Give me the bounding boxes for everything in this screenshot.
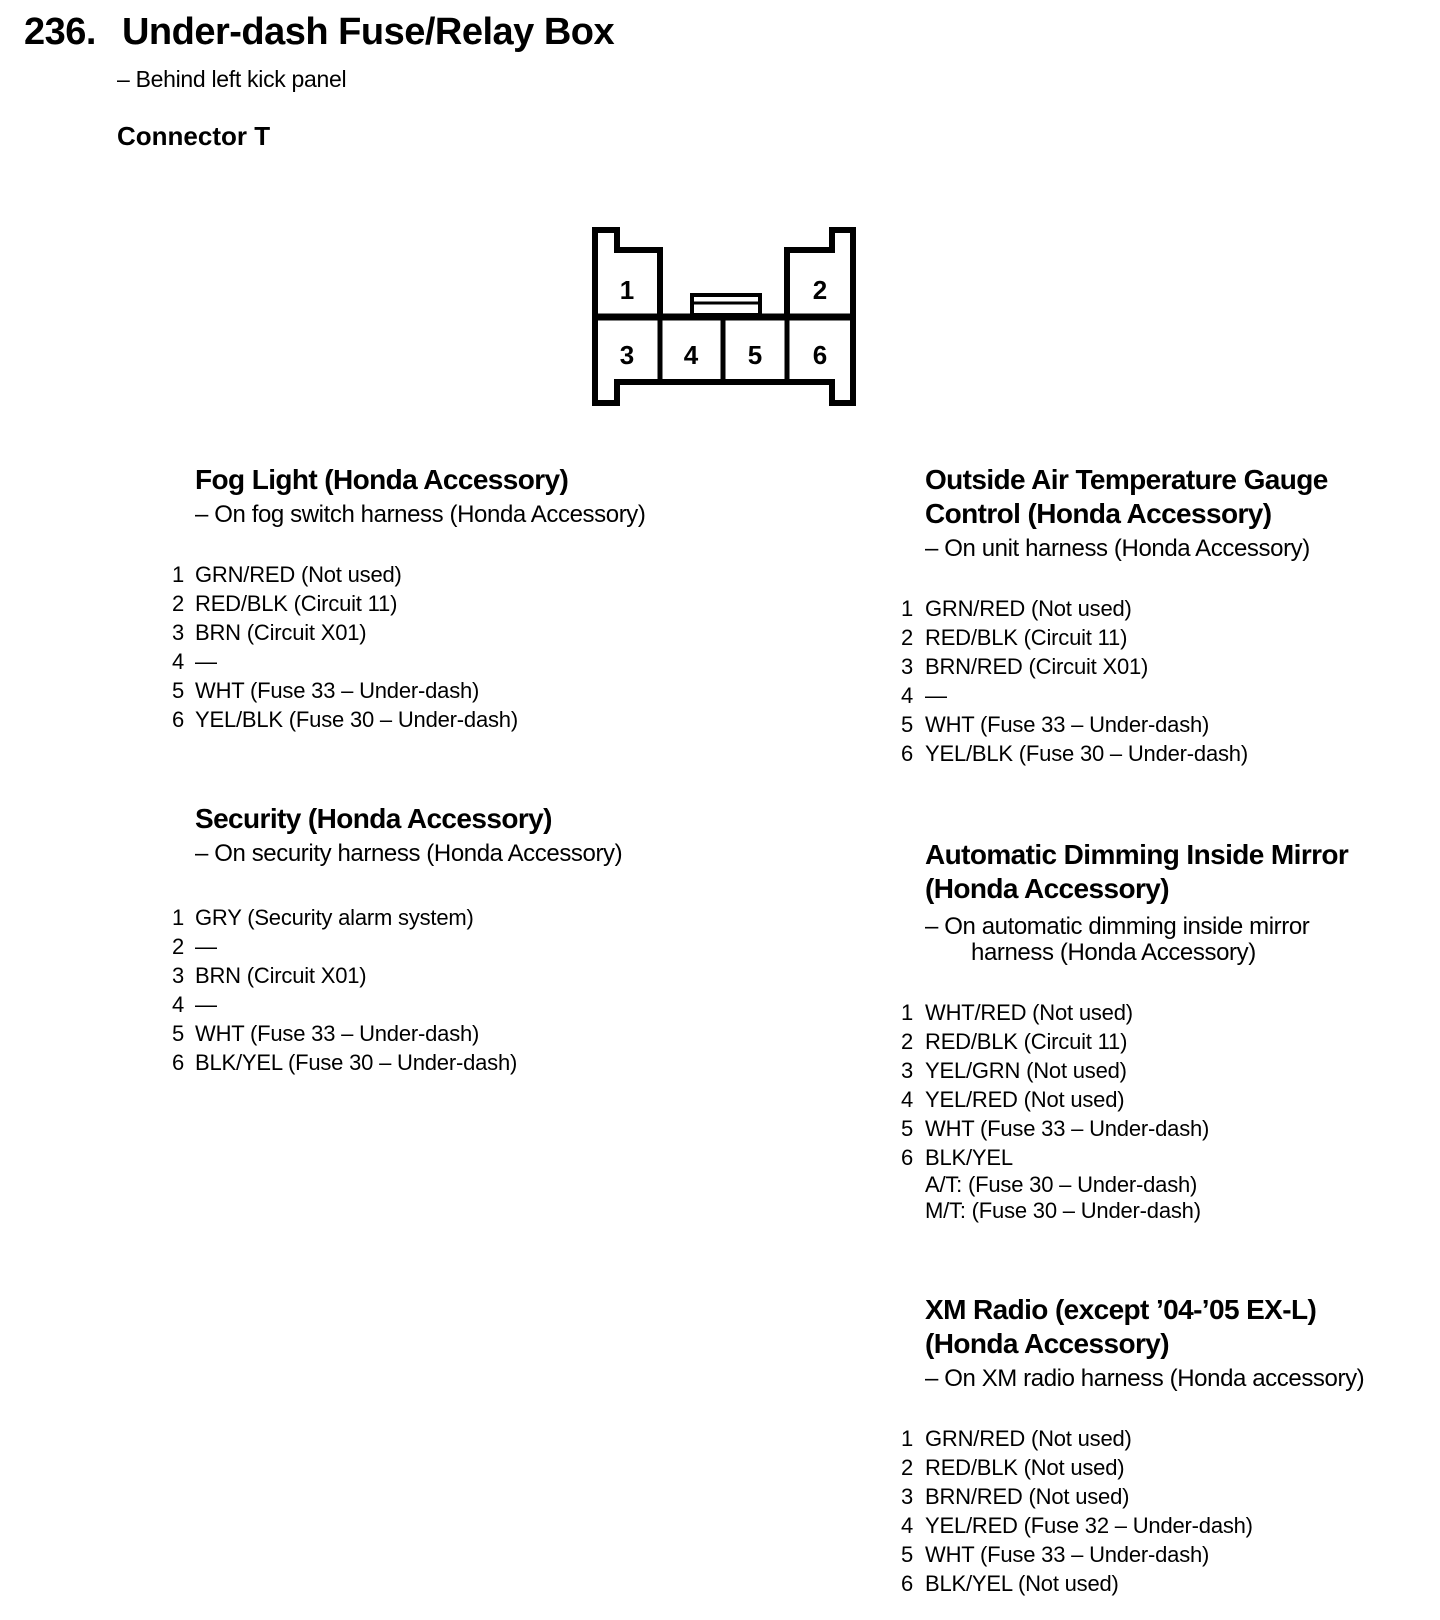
pin-description: BRN (Circuit X01) (195, 963, 367, 988)
pin-row (172, 676, 692, 705)
connector-pin-2: 2 (812, 275, 828, 305)
section-fog-light (172, 463, 692, 734)
pin-number: 3 (172, 620, 185, 645)
pin-number: 5 (901, 1116, 914, 1141)
pin-list (901, 1424, 1421, 1598)
pin-description: WHT (Fuse 33 – Under-dash) (195, 678, 480, 703)
pin-description: BLK/YEL (925, 1145, 1013, 1170)
pin-row (172, 932, 692, 961)
pin-description: BRN/RED (Not used) (925, 1484, 1130, 1509)
pin-row (172, 618, 692, 647)
pin-description: RED/BLK (Not used) (925, 1455, 1125, 1480)
section-note: – On automatic dimming inside mirror (925, 913, 1310, 940)
pin-number: 3 (172, 963, 185, 988)
section-note: – On unit harness (Honda Accessory) (925, 535, 1310, 562)
pin-description: — (195, 649, 217, 674)
pin-description: — (925, 683, 947, 708)
connector-pin-1: 1 (619, 275, 635, 305)
pin-number: 6 (172, 707, 185, 732)
section-title: Outside Air Temperature Gauge (925, 464, 1328, 495)
pin-row (172, 903, 692, 932)
pin-number: 2 (901, 1455, 914, 1480)
pin-description: WHT (Fuse 33 – Under-dash) (195, 1021, 480, 1046)
pin-description: RED/BLK (Circuit 11) (925, 625, 1128, 650)
pin-number: 5 (172, 1021, 185, 1046)
page-number: 236. (24, 11, 96, 53)
pin-row (901, 1511, 1421, 1540)
pin-row (901, 1424, 1421, 1453)
pin-description: RED/BLK (Circuit 11) (195, 591, 398, 616)
pin-row (901, 1143, 1421, 1172)
pin-row (901, 1569, 1421, 1598)
pin-number: 6 (901, 741, 914, 766)
pin-sub-line: M/T: (Fuse 30 – Under-dash) (925, 1198, 1201, 1223)
pin-description: WHT/RED (Not used) (925, 1000, 1133, 1025)
pin-row (172, 705, 692, 734)
pin-number: 5 (901, 712, 914, 737)
pin-row (901, 1114, 1421, 1143)
pin-row (172, 1048, 692, 1077)
pin-row (901, 623, 1421, 652)
pin-number: 2 (172, 591, 185, 616)
connector-pin-3: 3 (619, 340, 635, 370)
section-title: Security (Honda Accessory) (195, 803, 552, 834)
pin-row (901, 998, 1421, 1027)
connector-pin-4: 4 (683, 340, 699, 370)
pin-number: 2 (172, 934, 185, 959)
pin-description: YEL/BLK (Fuse 30 – Under-dash) (195, 707, 518, 732)
pin-row (901, 1540, 1421, 1569)
pin-number: 4 (901, 1513, 914, 1538)
section-outside-air-temp-gauge (901, 463, 1421, 768)
pin-description: YEL/RED (Not used) (925, 1087, 1125, 1112)
pin-number: 1 (172, 562, 185, 587)
pin-list (901, 998, 1421, 1224)
pin-row (172, 560, 692, 589)
pin-row (172, 1019, 692, 1048)
section-title: (Honda Accessory) (925, 873, 1169, 904)
pin-list (901, 594, 1421, 768)
pin-number: 2 (901, 625, 914, 650)
section-note: harness (Honda Accessory) (971, 939, 1256, 966)
section-title: Fog Light (Honda Accessory) (195, 464, 569, 495)
section-title: XM Radio (except ’04-’05 EX-L) (925, 1294, 1317, 1325)
pin-description: BRN (Circuit X01) (195, 620, 367, 645)
pin-row (901, 594, 1421, 623)
pin-description: — (195, 992, 217, 1017)
pin-sub-line: A/T: (Fuse 30 – Under-dash) (925, 1172, 1198, 1197)
pin-row (901, 710, 1421, 739)
pin-number: 3 (901, 654, 914, 679)
pin-number: 6 (901, 1571, 914, 1596)
pin-description: BRN/RED (Circuit X01) (925, 654, 1149, 679)
pin-description: BLK/YEL (Not used) (925, 1571, 1119, 1596)
pin-row (901, 681, 1421, 710)
section-note: – On XM radio harness (Honda accessory) (925, 1365, 1365, 1392)
section-title: Control (Honda Accessory) (925, 498, 1272, 529)
section-xm-radio (901, 1293, 1421, 1598)
pin-number: 4 (901, 1087, 914, 1112)
pin-row (172, 647, 692, 676)
pin-number: 4 (172, 992, 185, 1017)
pin-description: GRN/RED (Not used) (925, 596, 1132, 621)
pin-row (901, 1453, 1421, 1482)
connector-pin-5: 5 (747, 340, 763, 370)
connector-pin-6: 6 (812, 340, 828, 370)
pin-row (901, 652, 1421, 681)
pin-description: WHT (Fuse 33 – Under-dash) (925, 1116, 1210, 1141)
connector-diagram (580, 215, 868, 418)
pin-description: YEL/GRN (Not used) (925, 1058, 1127, 1083)
section-title: (Honda Accessory) (925, 1328, 1169, 1359)
pin-row (901, 1482, 1421, 1511)
pin-row (901, 1085, 1421, 1114)
connector-key-tab (692, 295, 760, 315)
section-note: – On fog switch harness (Honda Accessory) (195, 501, 646, 528)
page-title (24, 11, 614, 54)
pin-row (901, 1027, 1421, 1056)
pin-row (901, 1056, 1421, 1085)
pin-description: GRN/RED (Not used) (195, 562, 402, 587)
section-auto-dimming-mirror (901, 838, 1421, 1224)
pin-number: 4 (172, 649, 185, 674)
pin-number: 4 (901, 683, 914, 708)
pin-row (172, 990, 692, 1019)
location-note: – Behind left kick panel (117, 66, 347, 92)
pin-number: 1 (901, 596, 914, 621)
pin-description: WHT (Fuse 33 – Under-dash) (925, 1542, 1210, 1567)
pin-number: 1 (901, 1426, 914, 1451)
pin-row (901, 739, 1421, 768)
pin-number: 6 (901, 1145, 914, 1170)
section-note: – On security harness (Honda Accessory) (195, 840, 623, 867)
pin-description: GRY (Security alarm system) (195, 905, 474, 930)
pin-number: 5 (901, 1542, 914, 1567)
pin-number: 6 (172, 1050, 185, 1075)
pin-number: 1 (901, 1000, 914, 1025)
pin-description: YEL/BLK (Fuse 30 – Under-dash) (925, 741, 1248, 766)
pin-number: 2 (901, 1029, 914, 1054)
section-security (172, 802, 692, 1077)
pin-row (172, 589, 692, 618)
pin-list (172, 560, 692, 734)
section-title: Automatic Dimming Inside Mirror (925, 839, 1349, 870)
pin-number: 3 (901, 1484, 914, 1509)
pin-description: WHT (Fuse 33 – Under-dash) (925, 712, 1210, 737)
pin-number: 5 (172, 678, 185, 703)
pin-number: 3 (901, 1058, 914, 1083)
pin-description: BLK/YEL (Fuse 30 – Under-dash) (195, 1050, 518, 1075)
pin-number: 1 (172, 905, 185, 930)
pin-description: YEL/RED (Fuse 32 – Under-dash) (925, 1513, 1253, 1538)
pin-row (172, 961, 692, 990)
page-title-text: Under-dash Fuse/Relay Box (121, 11, 615, 53)
pin-list (172, 903, 692, 1077)
pin-description: — (195, 934, 217, 959)
pin-description: RED/BLK (Circuit 11) (925, 1029, 1128, 1054)
connector-label: Connector T (117, 121, 271, 151)
pin-description: GRN/RED (Not used) (925, 1426, 1132, 1451)
